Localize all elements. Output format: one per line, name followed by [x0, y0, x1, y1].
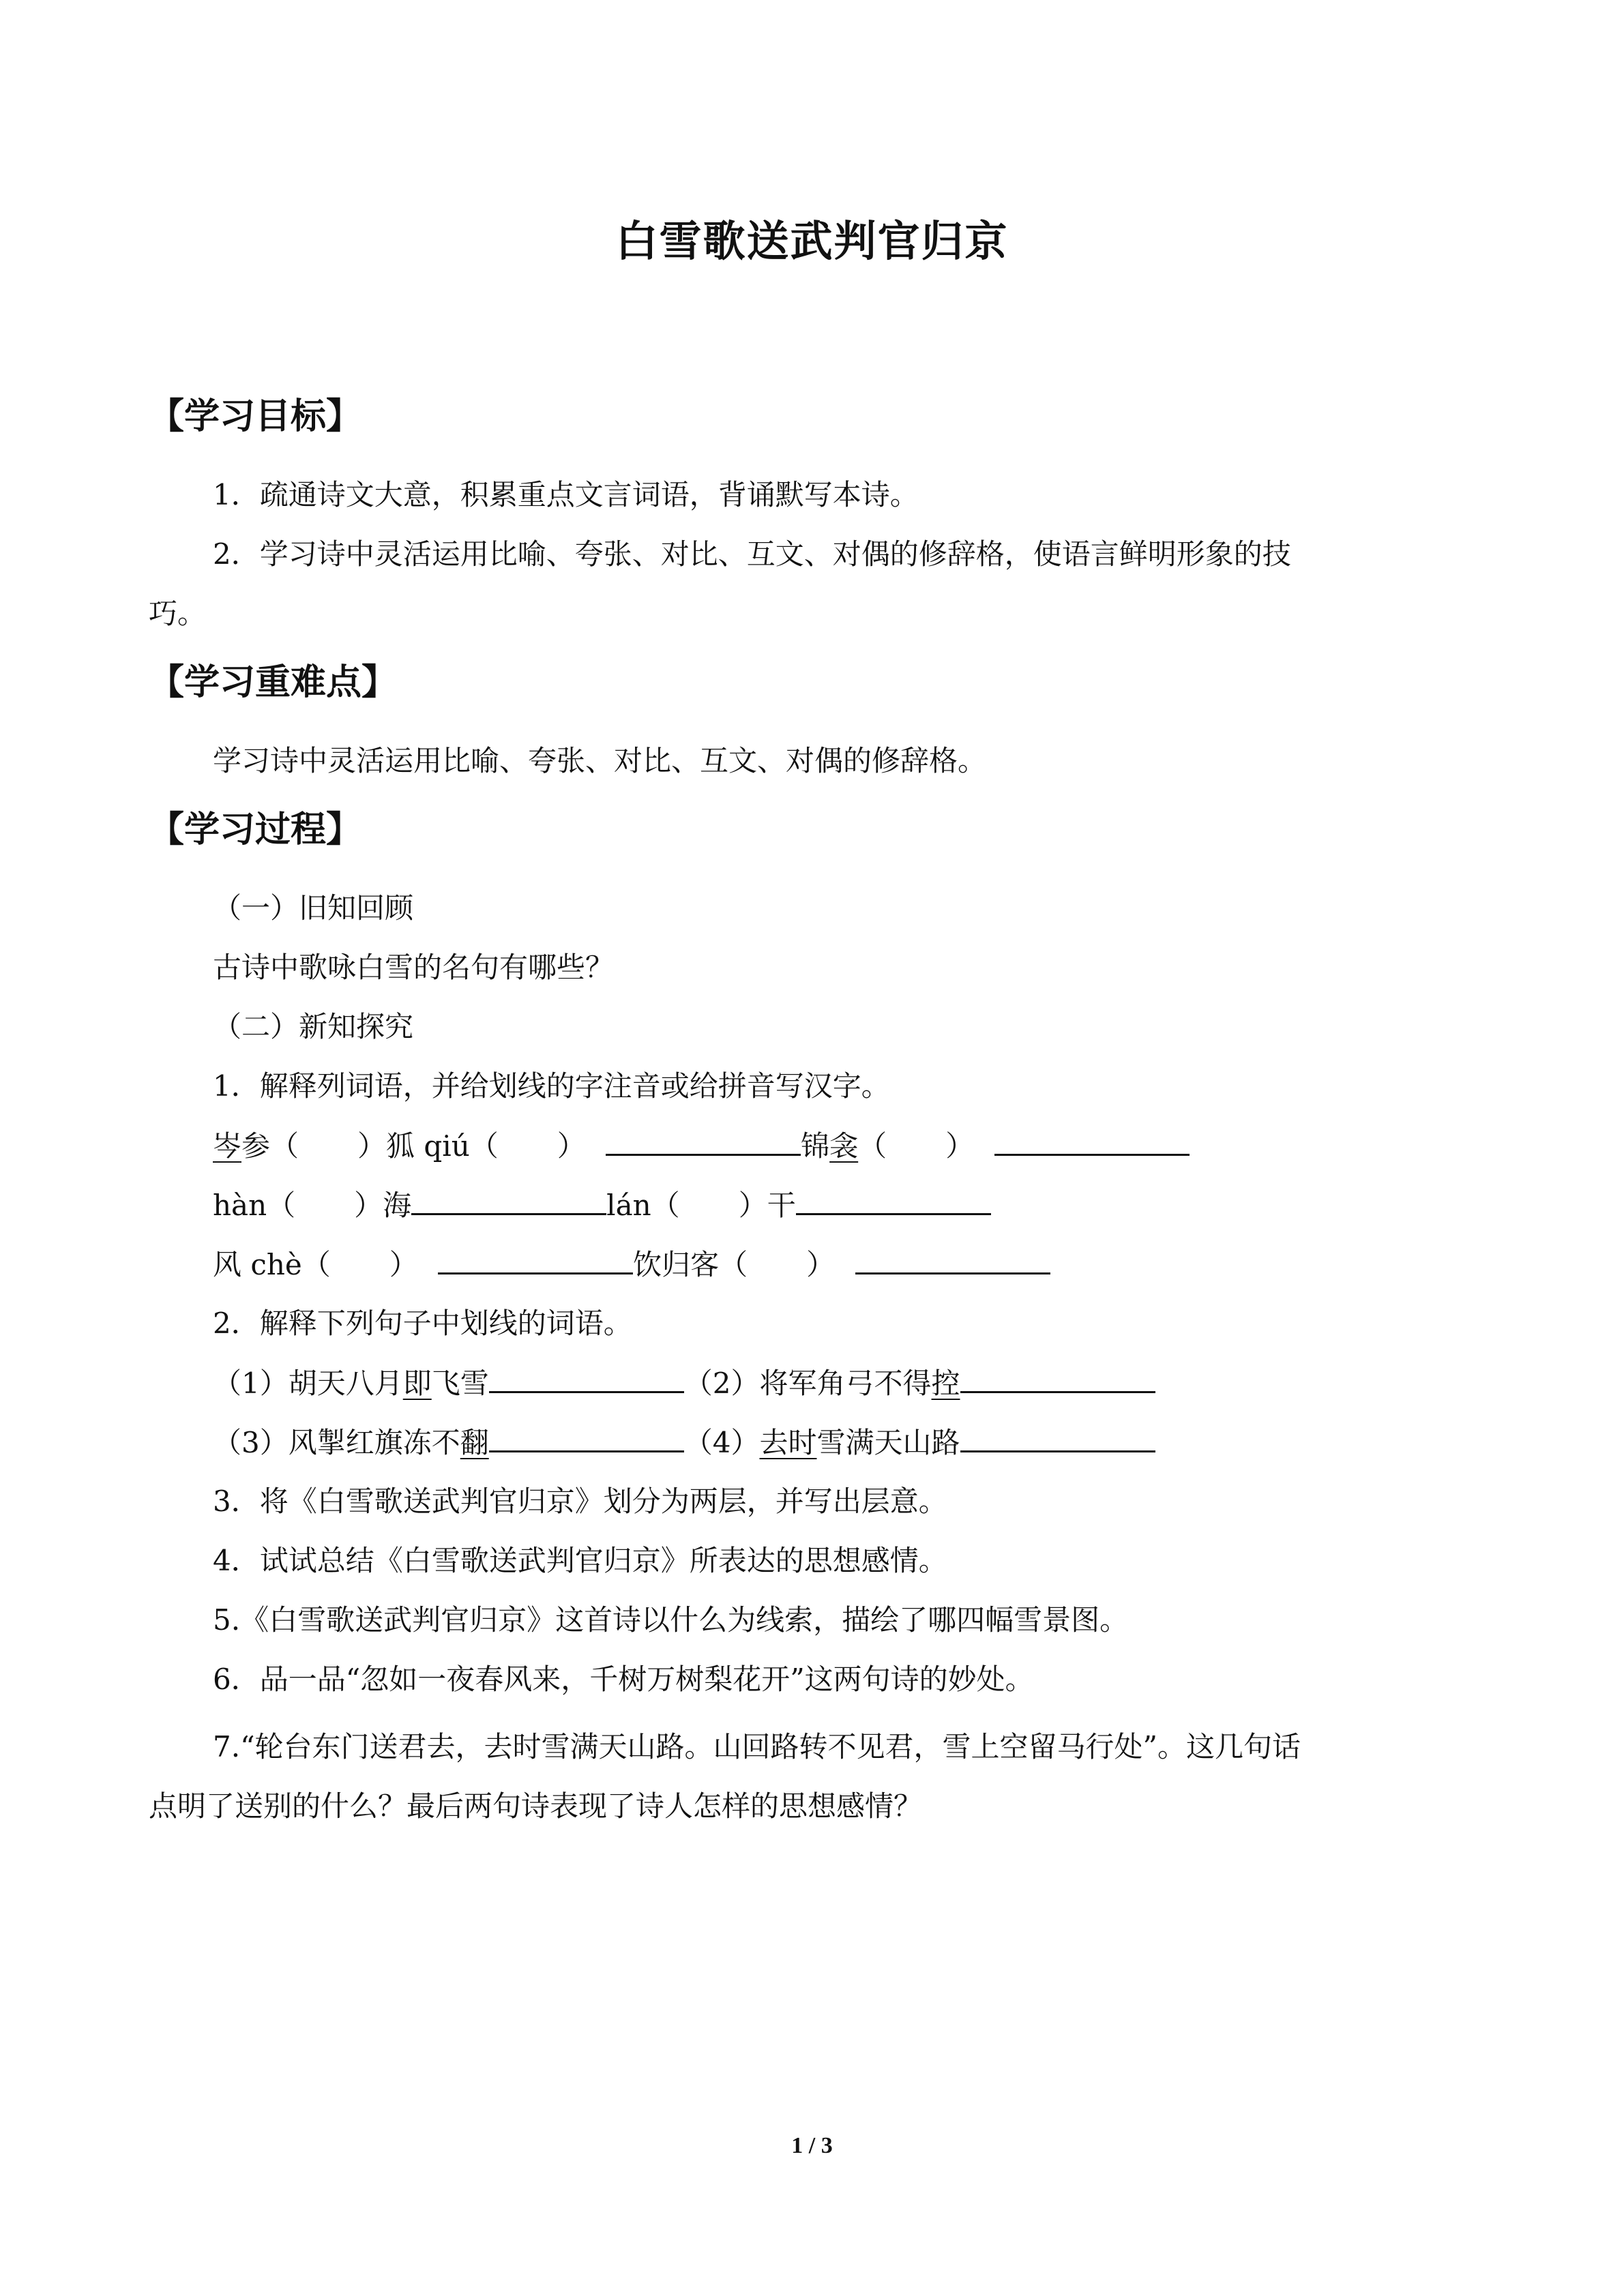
question-6: 6．品一品“忽如一夜春风来，千树万树梨花开”这两句诗的妙处。: [213, 1663, 1034, 1696]
answer-blank[interactable]: [606, 1125, 801, 1156]
text-segment: ）: [389, 1248, 418, 1281]
underlined-word: 去时: [759, 1426, 817, 1459]
underlined-char: 衾: [829, 1129, 859, 1163]
text-segment: ）海: [354, 1189, 412, 1222]
text-segment: hàn（: [213, 1189, 296, 1222]
text-segment: ）: [557, 1129, 586, 1163]
answer-blank[interactable]: [438, 1244, 633, 1274]
question-4: 4．试试总结《白雪歌送武判官归京》所表达的思想感情。: [213, 1544, 947, 1577]
answer-blank[interactable]: [489, 1422, 684, 1452]
text-segment: lán（: [606, 1189, 680, 1222]
text-segment: 参（: [241, 1129, 299, 1163]
underlined-word: 即: [402, 1367, 432, 1400]
underlined-char: 岑: [213, 1129, 242, 1163]
q1-row-2: [213, 1184, 991, 1226]
q1-row-1: [213, 1125, 1190, 1167]
text-segment: 锦: [801, 1129, 830, 1163]
goal-item-1: 1．疏通诗文大意，积累重点文言词语，背诵默写本诗。: [213, 478, 919, 511]
underlined-word: 控: [931, 1367, 960, 1400]
answer-blank[interactable]: [960, 1362, 1155, 1393]
goal-item-2-line-2: 巧。: [149, 597, 207, 630]
question-3: 3．将《白雪歌送武判官归京》划分为两层，并写出层意。: [213, 1485, 947, 1518]
question-7-line-1: 7.“轮台东门送君去，去时雪满天山路。山回路转不见君，雪上空留马行处”。这几句话: [213, 1730, 1301, 1763]
text-segment: 飞雪: [431, 1367, 489, 1400]
key-points-text: 学习诗中灵活运用比喻、夸张、对比、互文、对偶的修辞格。: [213, 744, 987, 777]
question-2: 2．解释下列句子中划线的词语。: [213, 1307, 632, 1340]
text-segment: （: [858, 1129, 887, 1163]
section-heading-goals: 【学习目标】: [149, 396, 362, 437]
goal-item-2-line-1: 2．学习诗中灵活运用比喻、夸张、对比、互文、对偶的修辞格，使语言鲜明形象的技: [213, 537, 1291, 571]
page-number: 1 / 3: [791, 2133, 833, 2158]
text-segment: ）: [806, 1248, 836, 1281]
text-segment: （2）将军角弓不得: [683, 1367, 932, 1400]
text-segment: （4）: [683, 1426, 760, 1459]
text-segment: 风 chè（: [213, 1248, 331, 1281]
text-segment: （1）胡天八月: [213, 1367, 403, 1400]
answer-blank[interactable]: [960, 1422, 1155, 1452]
question-5: 5.《白雪歌送武判官归京》这首诗以什么为线索，描绘了哪四幅雪景图。: [213, 1603, 1129, 1637]
answer-blank[interactable]: [489, 1362, 684, 1393]
text-segment: 雪满天山路: [816, 1426, 960, 1459]
part1-question: 古诗中歌咏白雪的名句有哪些？: [213, 951, 615, 984]
part1-label: （一）旧知回顾: [213, 891, 414, 925]
answer-blank[interactable]: [796, 1184, 991, 1215]
answer-blank[interactable]: [855, 1244, 1050, 1274]
q2-row-1: [213, 1362, 1155, 1404]
text-segment: （3）风掣红旗冻不: [213, 1426, 460, 1459]
text-segment: ）狐 qiú（: [357, 1129, 499, 1163]
page-title: 白雪歌送武判官归京: [615, 216, 1009, 266]
answer-blank[interactable]: [411, 1184, 606, 1215]
q2-row-2: [213, 1422, 1155, 1463]
part2-label: （二）新知探究: [213, 1010, 414, 1043]
question-7-line-2: 点明了送别的什么？最后两句诗表现了诗人怎样的思想感情？: [149, 1789, 923, 1823]
text-segment: 饮归客（: [633, 1248, 748, 1281]
q1-row-3: [213, 1244, 1050, 1285]
underlined-word: 翻: [460, 1426, 489, 1459]
section-heading-process: 【学习过程】: [149, 809, 362, 850]
answer-blank[interactable]: [994, 1125, 1190, 1156]
text-segment: ）: [945, 1129, 975, 1163]
section-heading-key-points: 【学习重难点】: [149, 662, 398, 703]
question-1: 1．解释列词语，并给划线的字注音或给拼音写汉字。: [213, 1069, 890, 1103]
text-segment: ）干: [738, 1189, 796, 1222]
